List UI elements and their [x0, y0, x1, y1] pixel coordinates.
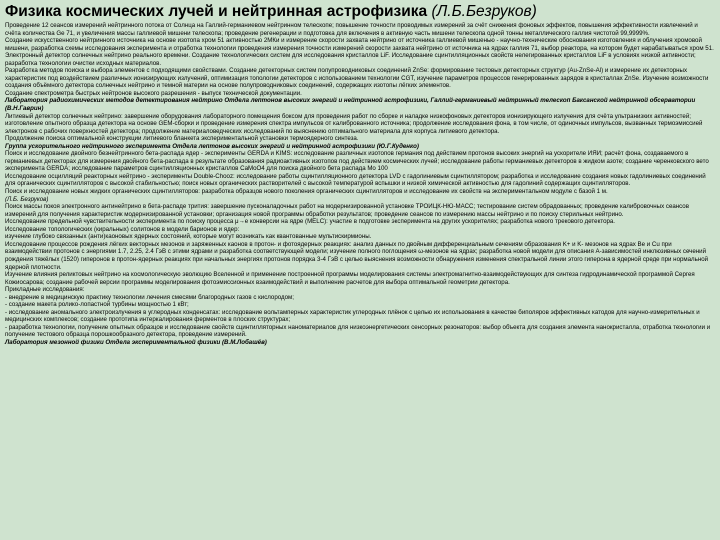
body-paragraph: Поиск и исследование новых жидких органических сцинтилляторов: разработка образцов нового поколения органических сцинтилляторов и исследование их свойств на экспериментальном модуле с базой 1 м. — [5, 188, 608, 196]
title-text: Физика космических лучей и нейтринная астрофизика — [5, 3, 428, 20]
lab-heading: Лаборатория радиохимических методов детектирования нейтрино Отдела лептонов высоких энергий и нейтринной астрофизики, Галлий-германиевый нейтринный телескоп Баксанской нейтринной обсерватории (В.Н.Гаврин) — [5, 97, 696, 113]
body-paragraph: Исследование предельной чувствительности эксперимента по поиску процесса μ→e конверсии на ядре (MELC): участие в подготовке эксперимента на других ускорителях; разработка нового трекового детектора. — [5, 218, 616, 226]
lab-heading: Лаборатория мезонной физики Отдела экспериментальной физики (В.М.Лобашёв) — [5, 338, 267, 346]
lab-heading: Группа ускорительного нейтринного эксперимента Отдела лептонов высоких энергий и нейтринной астрофизики (Ю.Г.Куденко) — [5, 142, 419, 150]
body-paragraph: Поиск и исследование двойного безнейтринного бета-распада ядер - эксперименты GERDA и KIMS: исследование различных изотопов германия под действием протонов высоких энергий на ускорителе ИЯИ; расчёт фона, создаваемого в германиевых детекторах для измерения двойного бета-распада в результате образования радиоактивных изотопов под действием космических лучей; исследование работы германиевых детекторов в жидком азоте; создание черенковского вето эксперимента GERDA; исследование параметров сцинтилляционных кристаллов CaMoO4 для поиска двойного бета распада Mo 100 — [5, 150, 709, 173]
body-paragraph: Разработка методов поиска и выбора элементов с подходящими свойствами. Создание детекторных систем полупроводниковых соединений ZnSe: формирование тестовых детекторных структур (Au-ZnSe-Al) и измерение их детекторных характеристик под воздействием различных ионизирующих излучений, оптимизация топологии детекторов с использованием технологии CGT, изучение параметров процессов генерированных зарядов в кристаллах ZnSe. Изучение возможности создания объёмного детектора солнечных нейтрино и темной материи на основе полупроводниковых соединений, содержащих изотопы лёгких элементов. — [5, 67, 709, 90]
body-paragraph: Создание спектрометра быстрых нейтронов высокого разрешения - выпуск технической документации. — [5, 89, 302, 97]
document-title — [5, 2, 715, 21]
body-paragraph: - исследование аномального электроизлучения в углеродных конденсатах: исследование вольтамперных характеристик углеродных плёнок с целью их использования в качестве биполяров эффективных катодов для научно-измерительных и медицинских комплексов; создание прототипа интеркалирования ферментов в плоских структурах; — [5, 308, 700, 324]
body-paragraph: Прикладные исследования: — [5, 286, 85, 294]
lab-heading: (Л.Б. Безруков) — [5, 195, 49, 203]
body-paragraph: Поиск массы покоя электронного антинейтрино в бета-распаде трития: завершение пусконаладочных работ на модернизированной установке ТРОИЦК-НЮ-МАСС; тестирование систем обрадованных; проведение калибровочных сеансов измерений для получения характеристик модернизированной установки; организация новой программы обработки результатов; проведение сеансов по измерению массы нейтрино и по поиску стерильных нейтрино. — [5, 203, 689, 218]
document-body — [5, 22, 715, 347]
body-paragraph: Изучение влияния реликтовых нейтрино на космологическую эволюцию Вселенной и применение построенной программы моделирования системы электромагнитно-взаимодействующих для синтеза гидродинамической программой Сергея Кожиосарова; создание рабочей версии программы моделирования фотоэмиссионных взаимодействий и выполнение расчетов для выбора оптимальной геометрии детектора. — [5, 271, 695, 286]
body-paragraph: Исследование топологических (киральных) солитонов в модели барионов и ядер: — [5, 225, 240, 233]
body-paragraph: Исследование осцилляций реакторных нейтрино - эксперименты Double-Chooz: исследование работы сцинтилляционного детектора LVD с гадолиниевым сцинтиллятором; разработка и исследование создания новых гадолиниевых соединений для органических сцинтилляторов с высокой стабильностью; поиск новых органических растворителей с высокой температурой вспышки и низкой химической активностью для гадолиний содержащих сцинтилляторов. — [5, 172, 706, 188]
body-paragraph: - создание макета ролико-лопастной турбины мощностью 1 кВт; — [5, 301, 189, 309]
body-paragraph: Проведение 12 сеансов измерений нейтринного потока от Солнца на Галлий-германиевом нейтринном телескопе; повышение точности проводимых измерений за счёт снижения фоновых эффектов, повышения эффективности извлечений и счёта количества Ge 71, и увеличения массы галлиевой мишени телескопа; проведение регенерации и подготовка для включения в активную часть мишени телескопа одной тонны металлического галлия чистотой 99,9999%. — [5, 22, 698, 37]
body-paragraph: - внедрение в медицинскую практику технологии лечения смесями благородных газов с кислородом; — [5, 293, 294, 301]
body-paragraph: Создание искусственного нейтринного источника на основе изотопа хром 51 активностью 2МКи и измерение скорости захвата нейтрино от источника галлиевой мишенью - научно-технические обоснования изготовления и облучения хромовой мишени, разработка схемы исследования эксперимента и отработка технологии проведения измерения точности измерений скорости захвата нейтрино от источника на ядрах галлия 71, выбор реактора, на котором будет нарабатываться хром 51. — [5, 37, 714, 52]
body-paragraph: Исследование процессов рождения лёгких векторных мезонов и заряженных каонов в протон- и фотоядерных реакциях: анализ данных по двойным дифференциальным сечениям образования K+ и K- мезонов на ядрах Be и Cu при взаимодействии протонов с энергиями 1.7, 2.25, 2.4 ГэВ с этими ядрами и разработка соответствующей модели; изучение полного поглощения ω-мезонов на ядрах; разработка новой модели для описания A-зависимостей инклюзивных сечений рождения тяжёлых (1520) гиперонов в протон-ядерных реакциях при начальных энергиях протонов порядка 3-4 ГэВ с целью выяснения возможности обнаружения изменения спектральной линии этого гиперона в ядерной среде при нормальной ядерной плотности. — [5, 240, 709, 271]
body-paragraph: изучение глубоко связанных (анти)каоновых ядерных состояний, которые могут возникать как квантованные мультискирмионы. — [5, 233, 372, 241]
body-paragraph: Продолжение поиска оптимальной конструкции литиевого бланкета экспериментальной установки термоядерного синтеза. — [5, 135, 359, 143]
title-author: (Л.Б.Безруков) — [431, 3, 537, 20]
body-paragraph: Литиевый детектор солнечных нейтрино: завершение оборудования лабораторного помещения боксом для проведения работ по сборке и наладке низкофоновых детекторов ионизирующего излучения для счёта ультранизких активностей; изготовление опытного образца детектора на основе GEM-сборки и проведение измерения спектра импульсов от калиброванного источника; продолжение исследования фона, в том числе, от одиночных импульсов, вызванных термоэмиссией электронов с рабочих поверхностей детектора; продолжение материаловедческих исследований по выяснению оптимального материала для корпуса литиевого детектора. — [5, 112, 703, 135]
body-paragraph: Электронный детектор солнечных нейтрино реального времени. Создание технологических систем для исследования кристаллов LiF. Исследование сцинтилляционных свойств нелегированных кристаллов LiF в условиях низкой активности; разработка технологии очистки исходных материалов. — [5, 52, 696, 67]
body-paragraph: - разработка технологии, получение опытных образцов и исследование свойств сцинтилляторных наноматериалов для низкоэнергетических сенсорных резонаторов: выбор объекта для создания элемента нанокристалла, отработка технологии и получение тестового образца порошкообразного детектора, проведение измерений. — [5, 323, 711, 339]
